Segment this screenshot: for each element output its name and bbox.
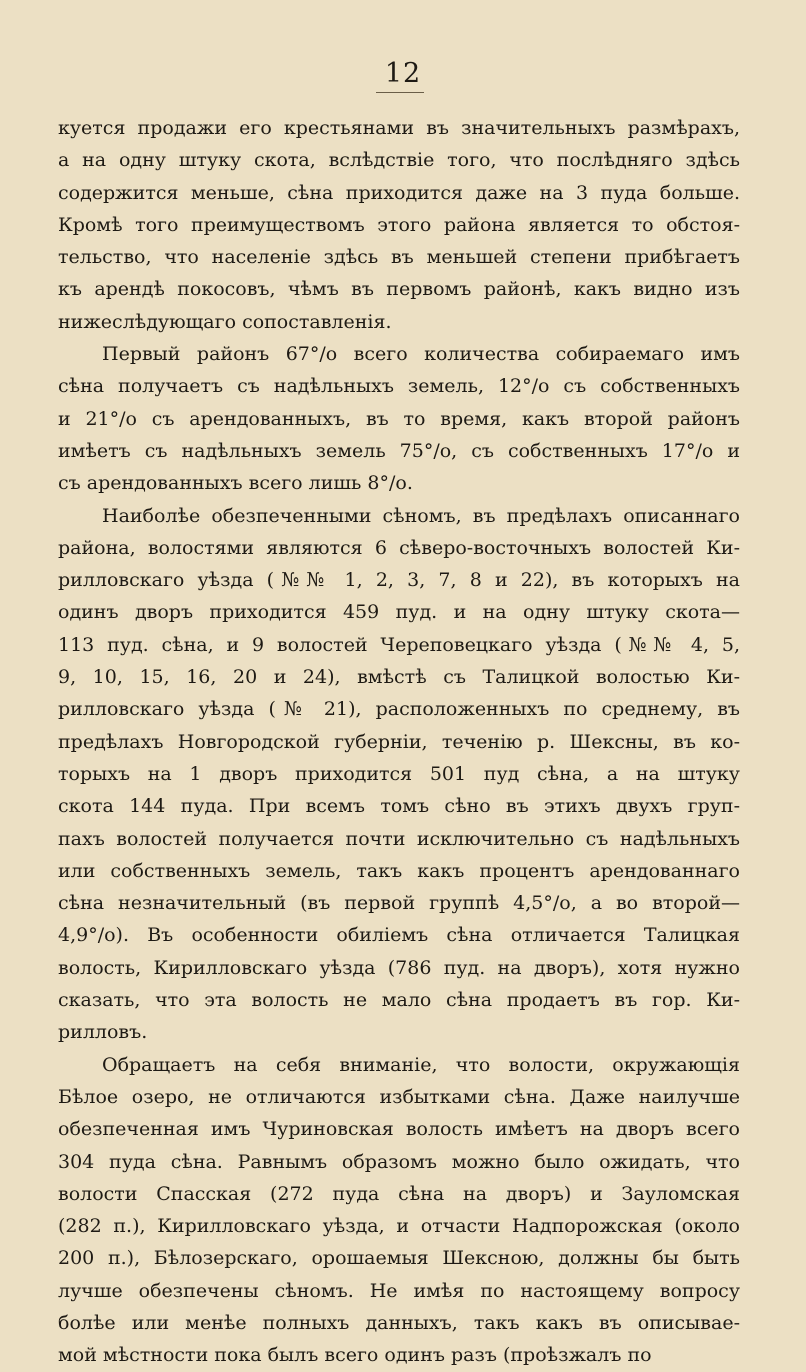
text-line: пахъ волостей получается почти исключительно съ надѣльныхъ xyxy=(58,827,740,850)
text-line: предѣлахъ Новгородской губерніи, теченію р. Шексны, въ ко- xyxy=(58,730,740,753)
page-text xyxy=(58,112,740,1372)
text-line: или собственныхъ земель, такъ какъ процентъ арендованнаго xyxy=(58,859,740,882)
text-line: тельство, что населеніе здѣсь въ меньшей степени прибѣгаетъ xyxy=(58,246,740,269)
page-number: 12 xyxy=(384,58,422,89)
text-line: болѣе или менѣе полныхъ данныхъ, такъ какъ въ описывае- xyxy=(58,1311,740,1334)
text-line: Первый районъ 67°/о всего количества собираемаго имъ xyxy=(102,343,740,366)
paragraph xyxy=(58,338,740,499)
text-line: рилловскаго уѣзда (№№ 1, 2, 3, 7, 8 и 22), въ которыхъ на xyxy=(58,569,740,592)
text-line: мой мѣстности пока былъ всего одинъ разъ (проѣзжалъ по xyxy=(58,1344,652,1367)
text-line: 4,9°/о). Въ особенности обиліемъ сѣна отличается Талицкая xyxy=(58,924,740,947)
text-line: скота 144 пуда. При всемъ томъ сѣно въ этихъ двухъ груп- xyxy=(58,795,740,818)
text-line: Обращаетъ на себя вниманіе, что волости, окружающія xyxy=(102,1053,740,1076)
text-line: Кромѣ того преимуществомъ этого района является то обстоя- xyxy=(58,213,740,236)
text-line: волости Спасская (272 пуда сѣна на дворъ) и Зауломская xyxy=(58,1182,740,1205)
text-line: нижеслѣдующаго сопоставленія. xyxy=(58,310,392,333)
text-line: Наиболѣе обезпеченными сѣномъ, въ предѣлахъ описаннаго xyxy=(102,504,740,527)
text-line: 200 п.), Бѣлозерскаго, орошаемыя Шексною, должны бы быть xyxy=(58,1247,740,1270)
page-number-underline xyxy=(376,92,424,93)
text-line: рилловъ. xyxy=(58,1021,148,1044)
text-line: сѣна получаетъ съ надѣльныхъ земель, 12°/о съ собственныхъ xyxy=(58,375,740,398)
text-line: Бѣлое озеро, не отличаются избытками сѣна. Даже наилучше xyxy=(58,1085,740,1108)
text-line: сѣна незначительный (въ первой группѣ 4,5°/о, а во второй— xyxy=(58,892,740,915)
text-line: рилловскаго уѣзда (№ 21), расположенныхъ по среднему, въ xyxy=(58,698,740,721)
text-line: 113 пуд. сѣна, и 9 волостей Череповецкаго уѣзда (№№ 4, 5, xyxy=(58,633,740,656)
paragraph xyxy=(58,500,740,1049)
text-line: обезпеченная имъ Чуриновская волость имѣетъ на дворъ всего xyxy=(58,1118,740,1141)
text-line: торыхъ на 1 дворъ приходится 501 пуд сѣна, а на штуку xyxy=(58,762,740,785)
text-line: имѣетъ съ надѣльныхъ земель 75°/о, съ собственныхъ 17°/о и xyxy=(58,439,740,462)
paragraph xyxy=(58,112,740,338)
text-line: сказать, что эта волость не мало сѣна продаетъ въ гор. Ки- xyxy=(58,989,740,1012)
text-line: одинъ дворъ приходится 459 пуд. и на одну штуку скота— xyxy=(58,601,740,624)
text-line: лучше обезпечены сѣномъ. Не имѣя по настоящему вопросу xyxy=(58,1279,740,1302)
text-line: 304 пуда сѣна. Равнымъ образомъ можно было ожидать, что xyxy=(58,1150,740,1173)
text-line: куется продажи его крестьянами въ значительныхъ размѣрахъ, xyxy=(58,117,740,139)
text-line: района, волостями являются 6 сѣверо-восточныхъ волостей Ки- xyxy=(58,536,740,559)
text-line: къ арендѣ покосовъ, чѣмъ въ первомъ районѣ, какъ видно изъ xyxy=(58,278,740,301)
text-line: 9, 10, 15, 16, 20 и 24), вмѣстѣ съ Талицкой волостью Ки- xyxy=(58,666,740,689)
text-line: и 21°/о съ арендованныхъ, въ то время, какъ второй районъ xyxy=(58,407,740,430)
text-line: волость, Кирилловскаго уѣзда (786 пуд. на дворъ), хотя нужно xyxy=(58,956,740,979)
text-line: съ арендованныхъ всего лишь 8°/о. xyxy=(58,472,413,495)
text-line: а на одну штуку скота, вслѣдствіе того, что послѣдняго здѣсь xyxy=(58,149,740,172)
paragraph xyxy=(58,1049,740,1372)
text-line: содержится меньше, сѣна приходится даже на 3 пуда больше. xyxy=(58,181,740,204)
text-line: (282 п.), Кирилловскаго уѣзда, и отчасти Надпорожская (около xyxy=(58,1215,740,1238)
